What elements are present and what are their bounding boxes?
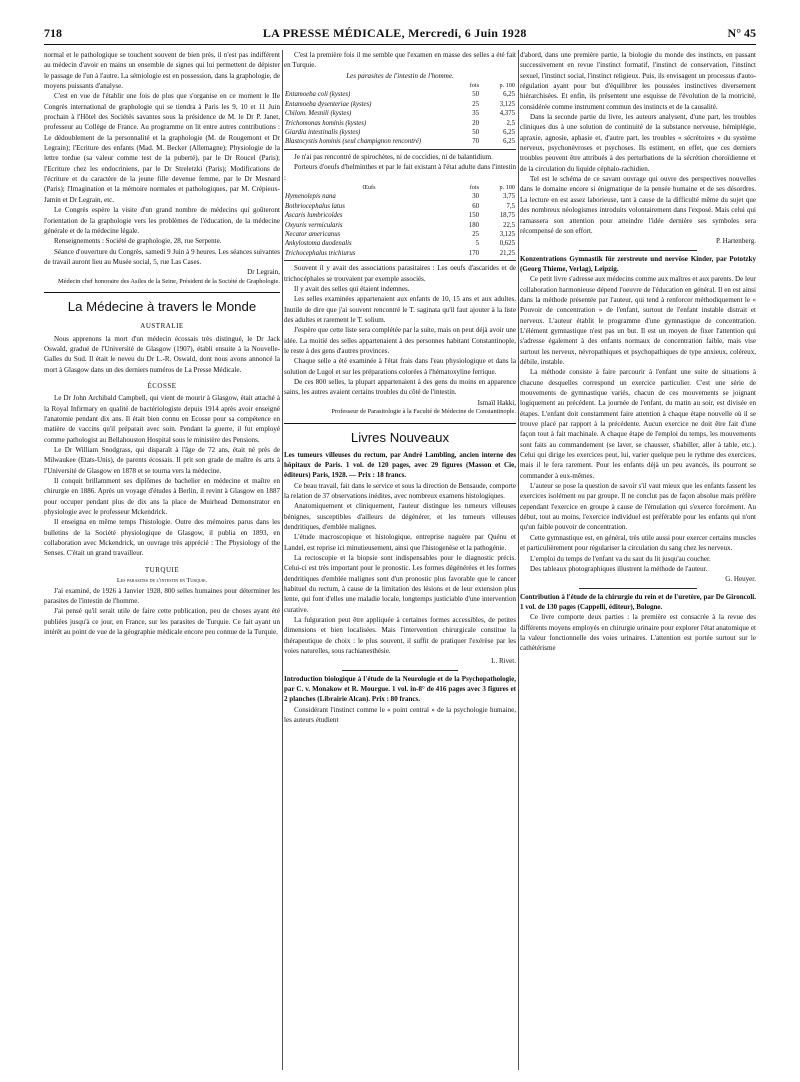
paragraph: Le Congrès espère la visite d'un grand nombre de médecins qui goûteront l'orientation de la graphologie vers les problèmes de l'éducation, de la médecine générale et de la médecine légale. <box>44 206 280 235</box>
issue-number: N° 45 <box>727 26 756 40</box>
paragraph: L'étude macroscopique et histologique, entreprise naguère par Quénu et Landel, est reprise ici minutieusement, ainsi que l'histogenèse et la pathogénie. <box>284 533 516 552</box>
paragraph: Tel est le schéma de ce savant ouvrage qui ouvre des perspectives nouvelles dans le domaine encore si énigmatique de la pensée humaine et de ses désordres. La lecture en est assez laborieuse, tant à cause de la difficulté même du sujet que des nombreux néologismes introduits volontairement dans l'exposé. Mais celui qui ramassera son attention pour atteindre l'idée dernière ses symboles sera récompensé de son effort. <box>520 175 756 235</box>
column-3 <box>520 50 756 1070</box>
paragraph: Renseignements : Société de graphologie, 28, rue Serpente. <box>54 237 222 246</box>
paragraph: J'espère que cette liste sera complétée par la suite, mais on peut déjà avoir une idée. La moitié des selles appartenaient à des personnes habitant Constantinople, le reste à des gens d'autres provinces. <box>284 326 516 355</box>
signature: Dr Legrain, <box>247 268 280 277</box>
col-header: fois <box>469 82 479 90</box>
table-row: Chilom. Mesnili (kystes) 35 4,375 <box>285 110 515 118</box>
section-title: Livres Nouveaux <box>284 423 516 446</box>
page-number: 718 <box>44 26 62 40</box>
divider <box>342 670 458 671</box>
table-row: Oxyuris vermicularis 180 22,5 <box>285 221 515 229</box>
paragraph: L'emploi du temps de l'enfant va du saut du lit jusqu'au coucher. <box>530 554 711 563</box>
table-row: Necator americanus 25 3,125 <box>285 230 515 238</box>
book-title: Les tumeurs villeuses du rectum, par André Lambling, ancien interne des hôpitaux de Paris. 1 vol. de 120 pages, avec 29 figures (Masson et Cie, éditeurs) Paris, 1928. — Prix : 18 francs. <box>284 450 516 480</box>
paragraph: Souvent il y avait des associations parasitaires : Les oeufs d'ascarides et de trichocéphales se trouvaient par exemple associés. <box>284 264 516 283</box>
table-row: Bothriocephalus latus 60 7,5 <box>285 202 515 210</box>
table-row: Entamoeba coli (kystes) 50 6,25 <box>285 91 515 99</box>
paragraph: J'ai examiné, de 1926 à Janvier 1928, 800 selles humaines pour déterminer les parasites de l'intestin de l'homme. <box>44 586 280 605</box>
column-2 <box>284 50 516 1070</box>
paragraph: Ce beau travail, fait dans le service et sous la direction de Bensaude, comporte la relation de 37 observations inédites, avec nombreux examens histologiques. <box>284 481 516 500</box>
header-rule <box>44 44 756 45</box>
paragraph: normal et le pathologique se touchent souvent de bien près, il n'est pas indifférent au médecin d'avoir en mains un ensemble de signes qui lui permettent de dépister le passage de l'un à l'autre. La sémiologie est en possession, dans la graphologie, de moyens puissants d'analyse. <box>44 51 280 91</box>
table-row: Trichocephalus trichiurus 170 21,25 <box>285 249 515 257</box>
book-title: Konzentrations Gymnastik für zerstreute und nervöse Kinder, par Pototzky (Georg Thieme, Verlag), Leipzig. <box>520 254 756 273</box>
column-divider <box>518 50 519 1070</box>
table-header-row <box>284 183 516 192</box>
paragraph: Les selles examinées appartenaient aux enfants de 10, 15 ans et aux adultes. Inutile de dire que j'ai souvent rencontré le T. saginata qu'il faut ajouter à la liste des adultes et rarement le T. solium. <box>284 295 516 324</box>
parasite-table <box>284 81 516 147</box>
paragraph: C'est la première fois il me semble que l'examen en masse des selles a été fait en Turquie. <box>284 51 516 70</box>
col-header: p. 100 <box>499 82 515 90</box>
helminth-table <box>284 183 516 258</box>
subsection-title: AUSTRALIE <box>140 322 184 331</box>
subsection-title: ÉCOSSE <box>147 381 177 390</box>
signature: P. Hartenberg. <box>716 237 756 246</box>
article-heading: Les parasites de l'intestin en Turquie. <box>116 577 208 585</box>
col-header: Œufs <box>362 183 376 191</box>
book-title: Introduction biologique à l'étude de la Neurologie et de la Psychopathologie, par C. v. Monakow et R. Mourgue. 1 vol. in-8° de 416 pages avec 3 figures et 2 planches (Librairie Alcan). Prix : 80 francs. <box>284 674 516 704</box>
journal-title: LA PRESSE MÉDICALE, Mercredi, 6 Juin 1928 <box>262 26 527 40</box>
signature: G. Heuyer. <box>725 575 756 584</box>
paragraph: Dans la seconde partie du livre, les auteurs analysent, d'une part, les troubles cliniques dus à une solution de continuité de la substance nerveuse, hémiplégie, apraxie, agnosie, aphasie et, d'autre part, les troubles « sécrétoires » du système nerveux, psychonévroses et psychoses. Ils estiment, en effet, que ces derniers troubles peuvent être attribués à des perturbations de la sécrétion choroïdienne et de la circulation du liquide céphalo-rachidien. <box>520 113 756 173</box>
book-title: Contribution à l'étude de la chirurgie du rein et de l'uretère, par De Gironcoli. 1 vol. de 130 pages (Cappelli, éditeur), Bologne. <box>520 592 756 611</box>
paragraph: Chaque selle a été examinée à l'état frais dans l'eau physiologique et dans la solution de Lugol et sur les préparations colorées à l'hématoxyline ferrique. <box>284 357 516 376</box>
paragraph: Considérant l'instinct comme le « point central » de la psychologie humaine, les auteurs étudient <box>284 705 516 725</box>
col-header: fois <box>469 183 479 191</box>
paragraph: Nous apprenons la mort d'un médecin écossais très distingué, le Dr Jack Oswald, gradué de l'Université de Glasgow (1907), établi ensuite à la Nouvelle-Galles du Sud. Il était le neveu du Dr L.-R. Oswald, dont nous avons annoncé la mort à Glasgow dans un des derniers numéros de La Presse Médicale. <box>44 334 280 374</box>
paragraph: Séance d'ouverture du Congrès, samedi 9 Juin à 9 heures. Les séances suivantes de travail auront lieu au Musée social, 5, rue Las Cases. <box>44 247 280 266</box>
paragraph: Ce livre comporte deux parties : la première est consacrée à la revue des différents moyens employés en chirurgie urinaire pour explorer l'état anatomique et la valeur fonctionnelle des voies urinaires. L'attention est portée surtout sur le cathétérisme <box>520 613 756 653</box>
table-header-row <box>284 81 516 90</box>
signature-role: Médecin chef honoraire des Asiles de la Seine, Président de la Société de Graphologie. <box>57 277 280 285</box>
table-row: Giardia intestinalis (kystes) 50 6,25 <box>285 129 515 137</box>
paragraph: La rectoscopie et la biopsie sont indispensables pour le diagnostic précis. Celui-ci est très important pour le pronostic. Les formes dégénérées et les formes dendritiques d'emblée malignes sont d'un pronostic plus favorable que le cancer habituel du rectum, à cause de la limitation des lésions et de leur extension plus lente, qui font d'elles une maladie locale, longtemps justiciable d'une intervention curative. <box>284 554 516 614</box>
paragraph: De ces 800 selles, la plupart appartenaient à des gens du moins en apparence sains, les autres avaient certains troubles du côté de l'intestin. <box>284 377 516 397</box>
paragraph: La fulguration peut être appliquée à certaines formes accessibles, de petites dimensions et bien localisées. Mais l'intervention chirurgicale constitue la thérapeutique de choix : le plus souvent, il suffit de pratiquer l'exérèse par les voies naturelles, sous rachianesthésie. <box>284 616 516 656</box>
column-1 <box>44 50 280 1070</box>
paragraph: Le Dr William Snodgrass, qui disparaît à l'âge de 72 ans, était né près de Milwaukee (Etats-Unis), de parents écossais. Il prit son grade de maître ès arts à l'Université de Glasgow en 1878 et se tourna vers la médecine. <box>44 445 280 475</box>
paragraph: Anatomiquement et cliniquement, l'auteur distingue les tumeurs villeuses bénignes, susceptibles d'ailleurs de dégénérer, et les tumeurs villeuses dendritiques, d'emblée malignes. <box>284 502 516 531</box>
subsection-title: TURQUIE <box>144 565 180 574</box>
section-title: La Médecine à travers le Monde <box>44 292 280 315</box>
table-row: Entamoeba dysenteriae (kystes) 25 3,125 <box>285 100 515 108</box>
table-rule <box>284 260 516 261</box>
signature: Ismaïl Hakki, <box>477 398 516 407</box>
table-row: Hymenolepis nana 30 3,75 <box>285 193 515 201</box>
paragraph: Des tableaux photographiques illustrent la méthode de l'auteur. <box>530 564 708 573</box>
table-title: Les parasites de l'intestin de l'homme. <box>346 71 454 80</box>
table-rule <box>284 149 516 150</box>
signature-role: Professeur de Parasitologie à la Faculté de Médecine de Constantinople. <box>331 407 516 415</box>
page-header <box>44 26 756 46</box>
col-header: p. 100 <box>499 183 515 191</box>
paragraph: Il enseigna en même temps l'histologie. Outre des mémoires parus dans les bulletins de la Société physiologique de Glasgow, il publia en 1893, en collaboration avec Mckendrick, un ouvrage très apprécié : The Physiology of the Senses. C'était un grand travailleur. <box>44 518 280 558</box>
divider <box>579 588 697 589</box>
paragraph: Ce petit livre s'adresse aux médecins comme aux maîtres et aux parents. De leur collaboration harmonieuse dépend l'oeuvre de l'éducation en général. Il en est ainsi dans la méthode présentée par l'auteur, qui tend à renforcer méthodiquement le « Pouvoir de concentration » de l'enfant, surtout de l'enfant instable distrait et nerveux. L'auteur établit le programme d'une gymnastique de concentration. L'élément gymnastique n'est pas un but. Il est un moyen de fixer l'attention qui s'adresse également à des enfants normaux de concentration faible, mais vise surtout les nerveux, névropathiques et psychopathiques de type anxieux, coléreux, débile, instable. <box>520 275 756 366</box>
paragraph: Cette gymnastique est, en général, très utile aussi pour exercer certains muscles et particulièrement pour régulariser la circulation du sang chez les nerveux. <box>520 533 756 553</box>
paragraph: C'est en vue de l'établir une fois de plus que s'organise en ce moment le IIe Congrès international de graphologie qui se tiendra à Paris les 9, 10 et 11 Juin prochain à l'Hôtel des Sociétés savantes sous la présidence de M. le Dr P. Janet, professeur au Collège de France. Au programme on lit entre autres contributions : Le dédoublement de la personnalité et la graphologie (M. de Rougemont et Dr Legrain); l'Ecriture des enfants (Mad. M. Becker (Allemagne); Physiologie de la lettre tordue (sa valeur comme test de la puberté), par le Dr Roucel (Paris); l'Ecriture chez les endocriniens, par le Dr Streletzki (Paris); Modifications de l'écriture et du caractère de la jeune fille devenue femme, par le Dr Mesnard (Paris); l'Imagination et la mémoire normales et pathologiques, par M. Crépieux-Jamin et Dr Legrain, etc. <box>44 92 280 204</box>
paragraph: J'ai pensé qu'il serait utile de faire cette publication, peu de choses ayant été publiées jusqu'à ce jour, en France, sur les parasites de Turquie. Ce fait ayant un intérêt au point de vue de la géographie médicale encore peu connue de la Turquie. <box>44 607 280 637</box>
paragraph: Je n'ai pas rencontré de spirochètes, ni de coccidies, ni de balantidium. <box>294 152 493 161</box>
table-row: Ascaris lumbricoïdes 150 18,75 <box>285 212 515 220</box>
paragraph: La méthode consiste à faire parcourir à l'enfant une suite de situations à chacune desquelles correspond un exercice particulier. C'est une série de mouvements de gymnastique variés, chacun de ces mouvements se joignant logiquement au précédent. La journée de l'enfant, du matin au soir, est divisée en étapes. L'enfant doit constamment faire attention à chaque étape nouvelle où il se trouve placé par rapport à la précédente. Aucun exercice ne doit être fait d'une façon tout à fait machinale. A chaque étape de l'emploi du temps, les mouvements sont faits au commandement (se laver, se chausser, s'habiller, aller à table, etc.). Celui qui dirige les exercices peut, lui, varier quelque peu le rythme des exercices, mais il le fera rarement. Pour les enfants déjà un peu avancés, ils pourront se commander à eux-mêmes. <box>520 368 756 480</box>
paragraph: Il conquit brillamment ses diplômes de bachelier en médecine et maître en chirurgie en 1886. Après un voyage d'études à Berlin, il revint à Glasgow en 1887 pour occuper pendant plus de dix ans la place de Muirhead Demonstrator en physiologie avec le professeur Mckendrick. <box>44 476 280 516</box>
divider <box>579 250 697 251</box>
paragraph: L'auteur se pose la question de savoir s'il vaut mieux que les enfants fassent les exercices isolément ou par groupe. Il ne conclut pas de façon absolue mais préfère cependant l'exercice en groupe à cause de l'émulation qui s'exerce forcément. Au début, tout au moins, l'exercice individuel est préférable pour les enfants qui n'ont qu'un faible pouvoir de concentration. <box>520 482 756 532</box>
paragraph: Le Dr John Archibald Campbell, qui vient de mourir à Glasgow, était attaché à la Royal Infirmary en qualité de bactériologiste depuis 1914 après avoir enseigné l'anatomie pendant dix ans. Il était bien connu en Ecosse pour sa compétence en matière de vaccins qu'il préparait avec soin. Pendant la guerre, il fut employé comme pathologist au Bellahouston Hospital sous le ministère des Pensions. <box>44 394 280 444</box>
column-divider <box>282 50 283 1070</box>
paragraph: Porteurs d'oeufs d'helminthes et par le fait existant à l'état adulte dans l'intestin : <box>284 163 516 182</box>
table-row: Ankylostoma duodenalis 5 0,625 <box>285 240 515 248</box>
paragraph: d'abord, dans une première partie, la biologie du monde des instincts, en passant successivement en revue l'instinct formatif, l'instinct de conservation, l'instinct sexuel, l'instinct social, l'instinct religieux. Puis, ils envisagent un processus d'auto-régulation ayant pour but d'équilibrer les poussées instinctives diversement hiérarchisées. Et enfin, ils présentent une esquisse de l'évolution de la motricité, considérée comme instrument commun des instincts et de la causalité. <box>520 51 756 111</box>
signature: L. Rivet. <box>491 657 516 666</box>
table-row: Trichomonas hominis (kystes) 20 2,5 <box>285 119 515 127</box>
paragraph: Il y avait des selles qui étaient indemnes. <box>294 284 410 293</box>
table-row: Blastocystis hominis (seul champignon rencontré) 70 6,25 <box>285 138 515 146</box>
